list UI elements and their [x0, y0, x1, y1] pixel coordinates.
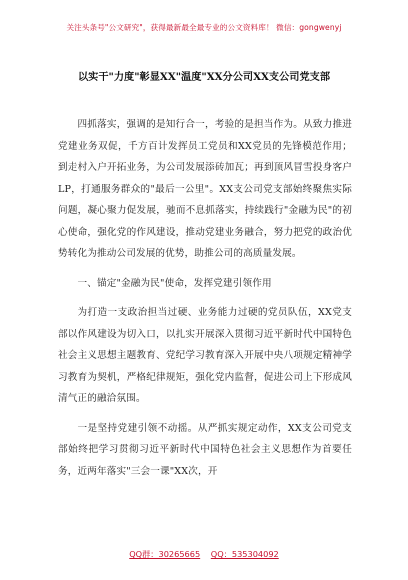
footer-qq-group[interactable]: QQ群：30265665	[129, 549, 201, 559]
footer-qq[interactable]: QQ：535304092	[210, 549, 279, 559]
section-heading-1: 一、锚定"金融为民"使命，发挥党建引领作用	[77, 277, 272, 289]
paragraph-point-1: 一是坚持党建引领不动摇。从严抓实规定动作，XX支公司党支部始终把学习贯彻习近平新时代中国特色社会主义思想作为首要任务，近两年落实"三会一课"XX次，开	[58, 422, 352, 477]
document-body	[58, 114, 352, 490]
document-title: 以实干"力度"彰显XX"温度"XX分公司XX支公司党支部	[77, 71, 331, 83]
header-promo-note: 关注头条号"公文研究"，获得最新最全最专业的公文资料库！ 微信：gongwenyj	[66, 23, 342, 32]
footer-contact	[0, 549, 408, 560]
paragraph-intro: 四抓落实，强调的是知行合一，考验的是担当作为。从致力推进党建业务双促，千方百计发挥员工党员和XX党员的先锋模范作用；到走村入户开拓业务，为公司发展添砖加瓦；再到顶风冒雪投身客户LP，打通服务群众的"最后一公里"。XX支公司党支部始终聚焦实际问题，凝心聚力促发展，驰而不息抓落实，持续践行"金融为民"的初心使命，强化党的作风建设，推动党建业务融合，努力把党的政治优势转化为推动公司发展的优势，助推公司的高质量发展。	[58, 119, 352, 259]
paragraph-section-1: 为打造一支政治担当过硬、业务能力过硬的党员队伍，XX党支部以作风建设为切入口，以扎实开展深入贯彻习近平新时代中国特色社会主义思想主题教育、党纪学习教育深入开展中央八项规定精神学习教育为契机，严格纪律规矩，强化党内监督，促进公司上下形成风清气正的融洽氛围。	[58, 307, 352, 404]
